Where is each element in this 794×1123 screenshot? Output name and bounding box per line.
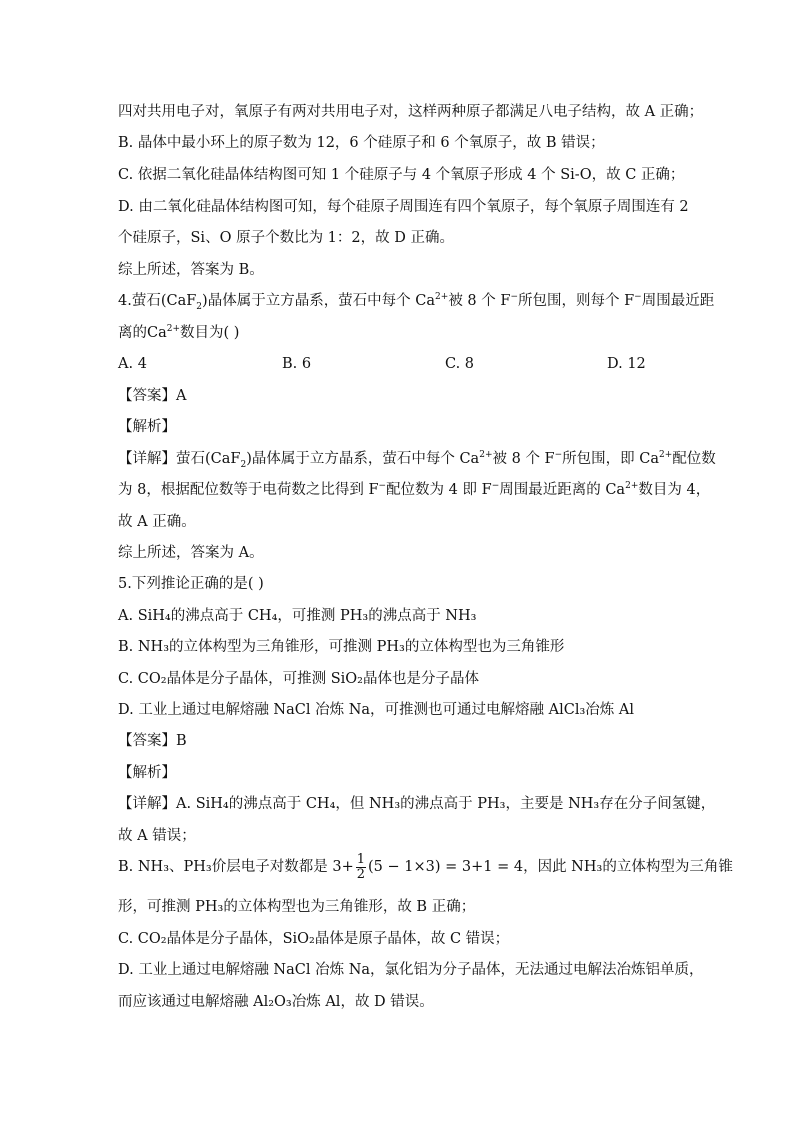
q5-detail-line-6: D. 工业上通过电解熔融 NaCl 冶炼 Na，氯化铝为分子晶体，无法通过电解法冶炼铝单质，	[118, 962, 704, 978]
q4-analysis-heading: 【解析】	[118, 419, 176, 435]
q5-option-c: C. CO₂晶体是分子晶体，可推测 SiO₂晶体也是分子晶体	[118, 671, 479, 687]
q5-detail-line-1: 【详解】A. SiH₄的沸点高于 CH₄，但 NH₃的沸点高于 PH₃，主要是 NH₃存在分子间氢键，	[118, 796, 716, 812]
q4-stem-cont: 离的$Ca^{2+}$数目为( )	[118, 324, 240, 341]
q5-answer: 【答案】B	[118, 733, 187, 749]
q4-option-b: B. 6	[282, 356, 312, 372]
q5-detail-line-3: B. NH₃、PH₃价层电子对数都是 3+ $\frac{1}{2}$ (5 − 1×3) = 3+1 = 4，因此 NH₃的立体构型为三角锥	[118, 851, 733, 882]
q4-summary: 综上所述，答案为 A。	[118, 545, 264, 561]
q5-analysis-heading: 【解析】	[118, 765, 176, 781]
q3-option-b: B. 晶体中最小环上的原子数为 12，6 个硅原子和 6 个氧原子，故 B 错误；	[118, 135, 605, 151]
q3-option-d-cont: 个硅原子，Si、O 原子个数比为 1：2，故 D 正确。	[118, 230, 454, 246]
q4-stem: 4.萤石(CaF$_2$)晶体属于立方晶系，萤石中每个 $Ca^{2+}$被 8 个 F−所包围，则每个 F−周围最近距	[118, 292, 715, 312]
q5-detail-line-7: 而应该通过电解熔融 Al₂O₃冶炼 Al，故 D 错误。	[118, 994, 434, 1010]
q3-option-d: D. 由二氧化硅晶体结构图可知，每个硅原子周围连有四个氧原子，每个氧原子周围连有 2	[118, 199, 689, 215]
q5-detail-line-4: 形，可推测 PH₃的立体构型也为三角锥形，故 B 正确；	[118, 899, 476, 915]
q4-option-d: D. 12	[607, 356, 646, 372]
q3-option-c: C. 依据二氧化硅晶体结构图可知 1 个硅原子与 4 个氧原子形成 4 个 Si-O，故 C 正确；	[118, 167, 685, 183]
q5-detail-line-5: C. CO₂晶体是分子晶体，SiO₂晶体是原子晶体，故 C 错误；	[118, 931, 510, 947]
q5-option-d: D. 工业上通过电解熔融 NaCl 冶炼 Na，可推测也可通过电解熔融 AlCl₃冶炼 Al	[118, 702, 635, 718]
q4-answer: 【答案】A	[118, 388, 187, 404]
q5-detail-line-2: 故 A 错误；	[118, 828, 196, 844]
q5-option-b: B. NH₃的立体构型为三角锥形，可推测 PH₃的立体构型也为三角锥形	[118, 639, 565, 655]
q4-option-c: C. 8	[445, 356, 475, 372]
q4-option-a: A. 4	[118, 356, 147, 372]
q4-detail-line-1: 【详解】萤石(CaF$_2$)晶体属于立方晶系，萤石中每个 $Ca^{2+}$被 8 个 F−所包围，即 $Ca^{2+}$配位数	[118, 450, 716, 470]
q5-option-a: A. SiH₄的沸点高于 CH₄，可推测 PH₃的沸点高于 NH₃	[118, 608, 477, 624]
q4-detail-line-3: 故 A 正确。	[118, 514, 196, 530]
q4-detail-line-2: 为 8，根据配位数等于电荷数之比得到 F−配位数为 4 即 F−周围最近距离的 $Ca^{2+}$数目为 4，	[118, 481, 711, 498]
q3-text-line: 四对共用电子对，氧原子有两对共用电子对，这样两种原子都满足八电子结构，故 A 正确；	[118, 104, 704, 120]
q5-stem: 5.下列推论正确的是( )	[118, 576, 264, 592]
fraction: $\frac{1}{2}$	[356, 851, 365, 882]
q3-summary: 综上所述，答案为 B。	[118, 262, 264, 278]
